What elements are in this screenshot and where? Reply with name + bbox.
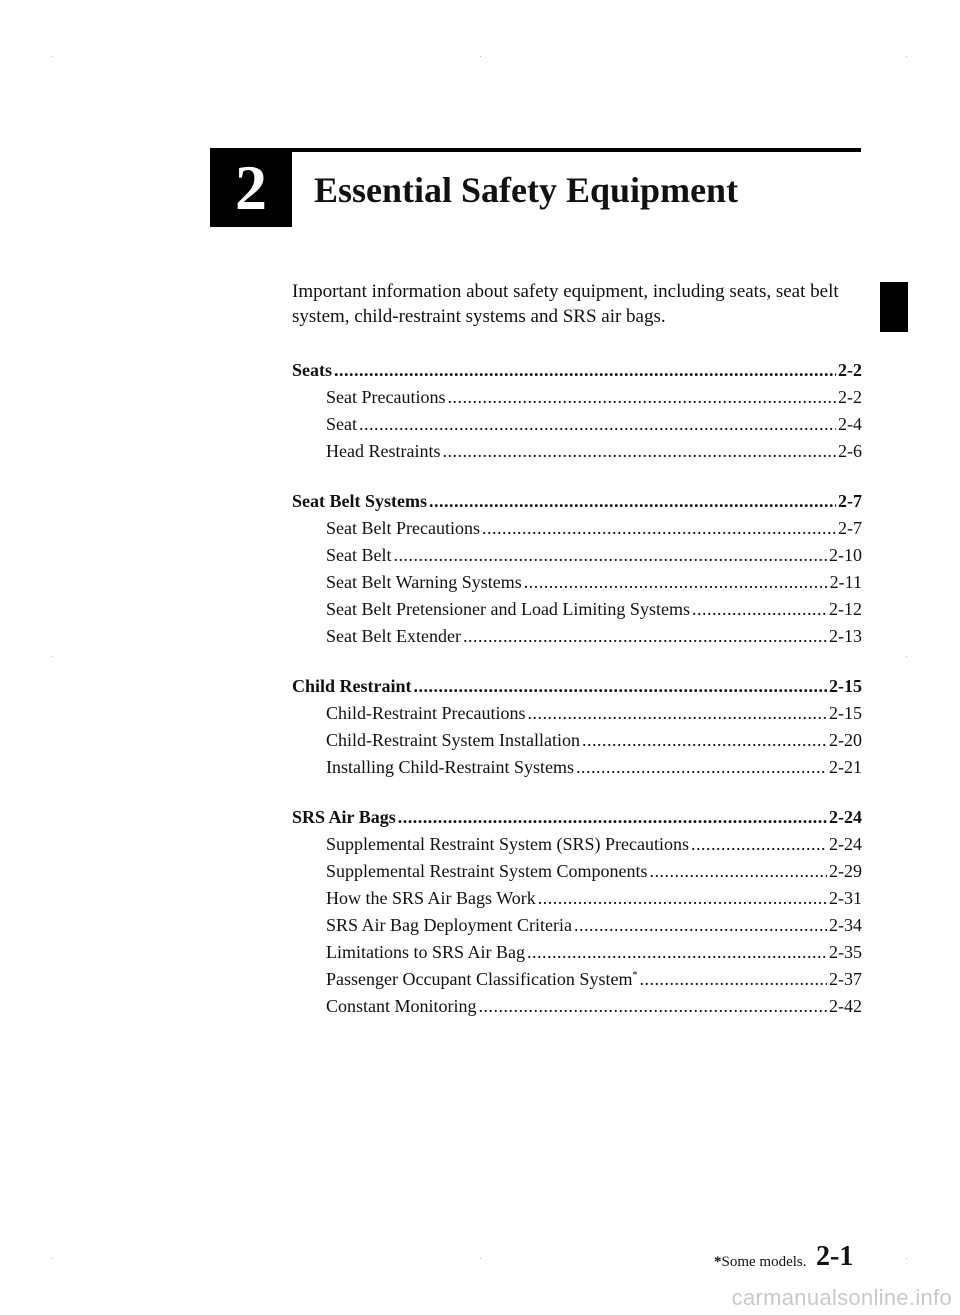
toc-entry-page: 2-42 — [829, 996, 862, 1016]
footnote-star: * — [714, 1254, 722, 1270]
toc-section — [292, 357, 862, 465]
toc-entry-label — [326, 596, 690, 623]
toc-entry-label — [326, 831, 689, 858]
toc-entry[interactable] — [292, 515, 862, 542]
toc-entry[interactable] — [292, 754, 862, 781]
toc-entry-label — [326, 912, 572, 939]
toc-heading-page: 2-7 — [838, 491, 862, 511]
toc-leader-dots — [482, 515, 836, 542]
footnote — [714, 1252, 807, 1272]
toc-entry-text: Installing Child-Restraint Systems — [326, 757, 574, 777]
toc-entry-text: How the SRS Air Bags Work — [326, 888, 536, 908]
toc-entry-text: Constant Monitoring — [326, 996, 477, 1016]
toc-section — [292, 804, 862, 1020]
toc-entry-text: Limitations to SRS Air Bag — [326, 942, 526, 962]
toc-entry-label — [326, 939, 525, 966]
crop-mark — [906, 56, 907, 57]
toc-entry-label — [326, 384, 445, 411]
toc-entry-page: 2-4 — [838, 414, 862, 434]
toc-entry-page: 2-11 — [829, 572, 862, 592]
toc-leader-dots — [398, 804, 827, 831]
toc-entry[interactable] — [292, 411, 862, 438]
toc-entry-page: 2-15 — [829, 703, 862, 723]
toc-entry-label — [326, 569, 522, 596]
toc-entry-page: 2-7 — [838, 518, 862, 538]
toc-entry-page: 2-35 — [829, 942, 862, 962]
toc-entry-text: Seat Belt — [326, 545, 392, 565]
toc-entry-page: 2-24 — [829, 834, 862, 854]
toc-entry-label — [326, 858, 647, 885]
toc-entry-page: 2-12 — [829, 599, 862, 619]
watermark: carmanualsonline.info — [731, 1285, 952, 1310]
toc-heading-page: 2-15 — [829, 676, 862, 696]
toc-entry[interactable] — [292, 727, 862, 754]
chapter-number: 2 — [210, 148, 292, 227]
toc-entry-label — [326, 727, 580, 754]
toc-entry[interactable] — [292, 939, 862, 966]
toc-heading-label: Seats — [292, 360, 332, 380]
toc-entry-label — [326, 411, 357, 438]
toc-leader-dots — [394, 542, 828, 569]
toc-entry[interactable] — [292, 623, 862, 650]
toc-leader-dots — [527, 939, 827, 966]
toc-entry-label — [326, 754, 574, 781]
crop-mark — [906, 1258, 907, 1259]
toc-leader-dots — [524, 569, 828, 596]
toc-entry-text: Passenger Occupant Classification System — [326, 969, 633, 989]
toc-leader-dots — [574, 912, 827, 939]
toc-entry-page: 2-20 — [829, 730, 862, 750]
toc-entry[interactable] — [292, 596, 862, 623]
toc-entry-page: 2-13 — [829, 626, 862, 646]
toc-leader-dots — [527, 700, 827, 727]
toc-leader-dots — [639, 966, 827, 993]
toc-entry-page: 2-10 — [829, 545, 862, 565]
toc-leader-dots — [691, 831, 827, 858]
toc-section — [292, 488, 862, 650]
toc-entry-text: Child-Restraint Precautions — [326, 703, 526, 723]
toc-entry[interactable] — [292, 912, 862, 939]
toc-leader-dots — [576, 754, 827, 781]
toc-entry-text: SRS Air Bag Deployment Criteria — [326, 915, 572, 935]
toc-entry[interactable] — [292, 885, 862, 912]
toc-leader-dots — [582, 727, 827, 754]
toc-heading-label: Child Restraint — [292, 676, 412, 696]
toc-entry-page: 2-2 — [838, 387, 862, 407]
toc-entry[interactable] — [292, 438, 862, 465]
toc-entry-label — [326, 966, 637, 993]
toc-entry[interactable] — [292, 542, 862, 569]
toc-entry-label — [326, 993, 477, 1020]
toc-section — [292, 673, 862, 781]
toc-entry-label — [326, 885, 536, 912]
toc-entry-page: 2-29 — [829, 861, 862, 881]
toc-entry-text: Seat Belt Pretensioner and Load Limiting Systems — [326, 599, 690, 619]
toc-entry[interactable] — [292, 384, 862, 411]
toc-section-heading[interactable] — [292, 488, 862, 515]
toc-entry-text: Seat Belt Precautions — [326, 518, 480, 538]
toc-leader-dots — [334, 357, 836, 384]
crop-mark — [480, 1258, 481, 1259]
toc-entry[interactable] — [292, 569, 862, 596]
chapter-intro: Important information about safety equipment, including seats, seat belt system, child-restraint systems and SRS air bags. — [292, 281, 839, 327]
toc-entry-label — [326, 700, 525, 727]
crop-mark — [52, 56, 53, 57]
chapter-title: Essential Safety Equipment — [314, 170, 739, 210]
chapter-thumb-tab — [880, 282, 908, 332]
toc-leader-dots — [414, 673, 827, 700]
crop-mark — [480, 56, 481, 57]
toc-entry-text: Child-Restraint System Installation — [326, 730, 580, 750]
toc-leader-dots — [359, 411, 836, 438]
toc-heading-page: 2-24 — [829, 807, 862, 827]
toc-entry-text: Supplemental Restraint System (SRS) Precautions — [326, 834, 689, 854]
toc-leader-dots — [692, 596, 827, 623]
crop-mark — [906, 656, 907, 657]
toc-entry-page: 2-21 — [829, 757, 862, 777]
toc-entry-text: Seat Precautions — [326, 387, 446, 407]
toc-entry-label — [326, 438, 440, 465]
toc-leader-dots — [447, 384, 836, 411]
toc-heading-label: SRS Air Bags — [292, 807, 396, 827]
toc-heading-label: Seat Belt Systems — [292, 491, 427, 511]
toc-leader-dots — [429, 488, 836, 515]
toc-entry[interactable] — [292, 700, 862, 727]
toc-entry-label — [326, 515, 480, 542]
toc-entry-label — [326, 623, 461, 650]
title-rule — [292, 148, 861, 152]
toc-heading-page: 2-2 — [838, 360, 862, 380]
toc-section-heading[interactable] — [292, 673, 862, 700]
toc-leader-dots — [479, 993, 827, 1020]
table-of-contents — [292, 357, 862, 1043]
toc-entry-text: Seat Belt Extender — [326, 626, 461, 646]
toc-leader-dots — [538, 885, 827, 912]
toc-entry-page: 2-6 — [838, 441, 862, 461]
toc-section-heading[interactable] — [292, 804, 862, 831]
toc-entry-text: Seat Belt Warning Systems — [326, 572, 522, 592]
crop-mark — [52, 656, 53, 657]
toc-entry[interactable] — [292, 858, 862, 885]
footnote-text: Some models. — [721, 1254, 807, 1270]
toc-entry[interactable] — [292, 966, 862, 993]
toc-entry-page: 2-31 — [829, 888, 862, 908]
toc-entry-text: Head Restraints — [326, 441, 441, 461]
toc-leader-dots — [649, 858, 827, 885]
toc-entry[interactable] — [292, 831, 862, 858]
toc-leader-dots — [463, 623, 827, 650]
toc-entry-label — [326, 542, 392, 569]
page-number: 2-1 — [816, 1241, 854, 1272]
toc-entry-text: Supplemental Restraint System Components — [326, 861, 648, 881]
toc-entry-page: 2-37 — [829, 969, 862, 989]
toc-entry-page: 2-34 — [829, 915, 862, 935]
toc-entry[interactable] — [292, 993, 862, 1020]
crop-mark — [52, 1258, 53, 1259]
toc-entry-asterisk: * — [632, 970, 638, 981]
toc-entry-text: Seat — [326, 414, 357, 434]
toc-section-heading[interactable] — [292, 357, 862, 384]
toc-leader-dots — [442, 438, 836, 465]
